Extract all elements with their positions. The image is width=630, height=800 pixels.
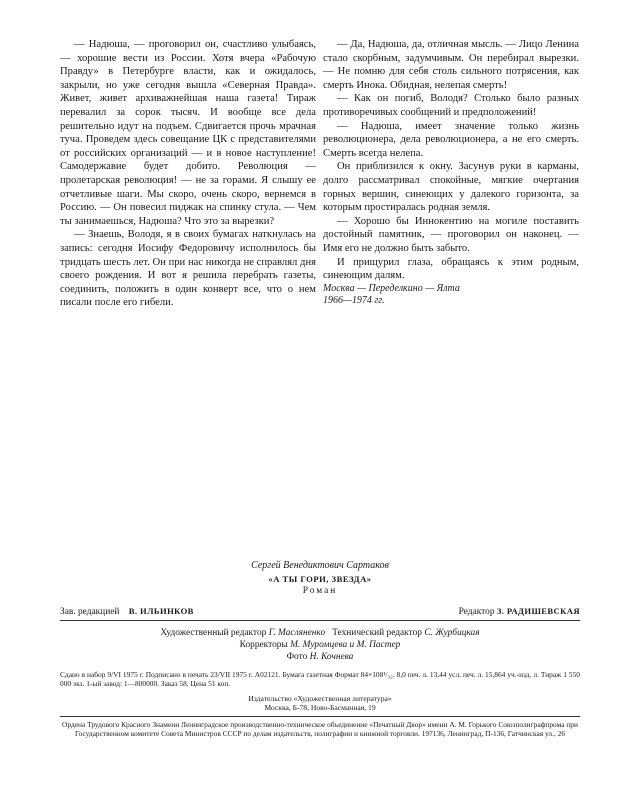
paragraph: Он приблизился к окну. Засунув руки в карманы, долго рассматривал спокойные, мягкие очертания горных вершин, синеющих у далекого горизонта, за которым простиралась родная земля. [323,161,579,214]
editor: Редактор З. РАДИШЕВСКАЯ [458,606,580,617]
right-text-column [323,38,579,307]
publisher: Издательство «Художественная литература» Москва, Б-78, Ново-Басманная, 19 [60,694,580,717]
art-tech-editors: Художественный редактор Г. Масляненко Технический редактор С. Журбицкая [160,628,480,638]
paragraph: — Хорошо бы Иннокентию на могиле поставить достойный памятник, — проговорил он наконец. — Имя его не должно быть забыто. [323,215,579,254]
proofreaders: Корректоры М. Муромцева и М. Пастер [239,640,401,650]
paragraph: — Как он погиб, Володя? Столько было разных противоречивых сообщений и предположений! [323,93,579,118]
staff-credits [60,627,580,663]
paragraph: — Знаешь, Володя, я в своих бумагах наткнулась на запись: сегодня Иосифу Федоровичу исполнилось бы тридцать шесть лет. Он при нас никогда не справлял дня своего рождения. И вот я решила перебрать газеты, соединить, положить в один конверт все, что о нем писали после его гибели. [60,229,316,309]
book-title: «А ТЫ ГОРИ, ЗВЕЗДА» [268,574,372,584]
author-name: Сергей Венедиктович Сартаков [251,560,389,571]
photo-credit: Фото Н. Кочнева [286,652,354,662]
left-text-column [60,38,316,310]
place-date-signature [323,283,579,307]
paragraph: — Надюша, имеет значение только жизнь революционера, дела революционера, а не его смерть. Смерть всегда нелепа. [323,120,579,159]
signature-years: 1966—1974 гг. [323,294,385,306]
colophon [60,560,580,738]
paragraph: И прищурил глаза, обращаясь к этим родным, синеющим далям. [323,256,579,282]
book-genre: Роман [302,586,338,596]
chief-editor: Зав. редакцией В. ИЛЬИНКОВ [60,606,194,617]
signature-places: Москва — Переделкино — Ялта [323,282,460,294]
paragraph: — Да, Надюша, да, отличная мысль. — Лицо Ленина стало скорбным, задумчивым. Он перебирал вырезки. — Не помню для себя столь сильного потрясения, как смерть Инока. Обидная, нелепая смерть! [323,39,579,91]
printer-info: Ордена Трудового Красного Знамени Ленинградское производственно-техническое объединение «Печатный Двор» имени А. М. Горького Союзполиграфпрома при Государственном комитете Совета Министров СССР по делам издательств, полиграфии и книжной торговли. 197136, Ленинград, П-136, Гатчинская ул., 26 [62,719,578,739]
paragraph: — Надюша, — проговорил он, счастливо улыбаясь, — хорошие вести из России. Хотя вчера «Рабочую Правду» в Петербурге власти, как и ожидалось, закрыли, но уже сегодня вышла «Северная Правда». Живет, живет архиважнейшая наша газета! Тираж перевалил за сорок тысяч. И вообще все дела решительно идут на подъем. Сдвигается прочь мрачная туча. Проведем здесь совещание ЦК с представителями от российских организаций — и в новое наступление! Самодержавие будет добито. Революция — пролетарская революция! — не за горами. Я слышу ее отчетливые шаги. Мы скоро, очень скоро, вернемся в Россию. — Он повесил пиджак на спинку стула. — Чем ты занимаешься, Надюша? Что это за вырезки? [60,39,316,227]
print-details: Сдано в набор 9/VI 1975 г. Подписано в печать 23/VII 1975 г. A02121. Бумага газетная Формат 84×108¹/₃₂. 8,0 печ. л. 13,44 усл. печ. л. 15,864 уч.-изд. л. Тираж 1 550 000 экз. 1-ый завод: 1—800000. Заказ 58. Цена 51 коп. [60,670,580,688]
editors-row [60,606,580,621]
